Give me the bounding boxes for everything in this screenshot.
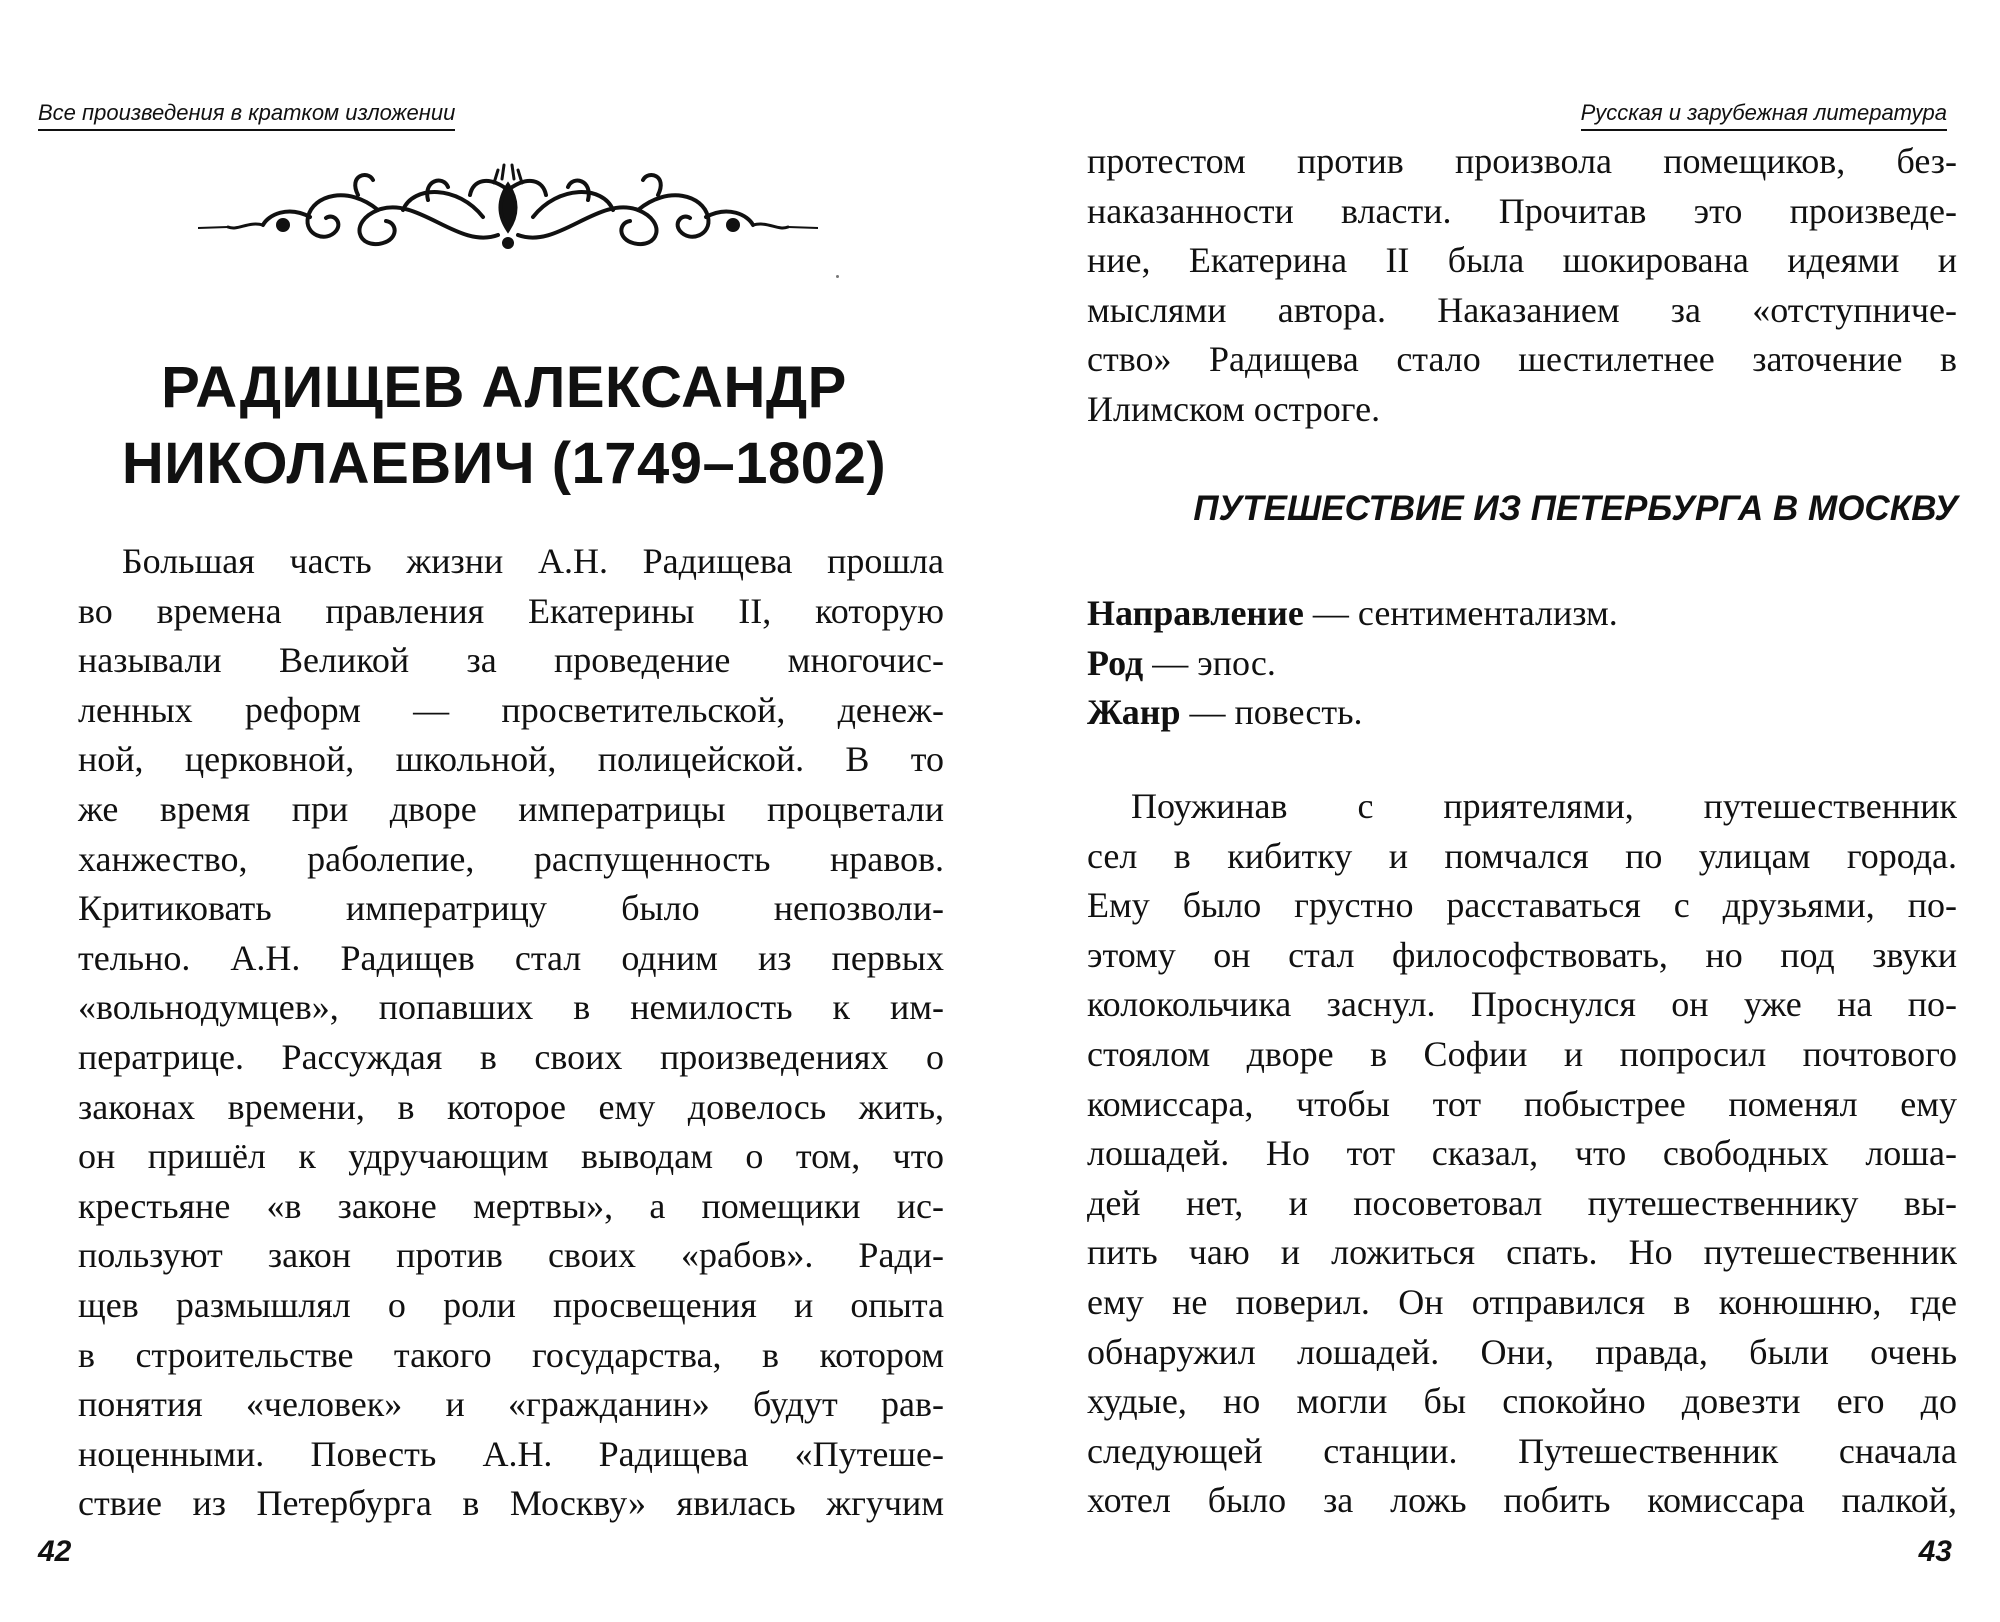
text-line: называли Великой за проведение многочис- (78, 640, 944, 681)
text-line: ство» Радищева стало шестилетнее заточение в (1087, 339, 1957, 380)
work-title: ПУТЕШЕСТВИЕ ИЗ ПЕТЕРБУРГА В МОСКВУ (1193, 489, 1958, 528)
text-line: Поужинав с приятелями, путешественник (1131, 786, 1957, 826)
right-page (1000, 0, 2000, 1622)
text-line: сел в кибитку и помчался по улицам города. (1087, 835, 1957, 876)
text-line: колокольчика заснул. Проснулся он уже на по- (1087, 984, 1957, 1025)
text-line: ханжество, раболепие, распущенность нравов. (78, 838, 944, 879)
text-line: Большая часть жизни А.Н. Радищева прошла (122, 541, 944, 581)
text-line: худые, но могли бы спокойно довезти его до (1087, 1381, 1957, 1422)
text-line: во времена правления Екатерины II, которую (78, 590, 944, 631)
text-line: он пришёл к удручающим выводам о том, что (78, 1136, 944, 1177)
text-line: ператрице. Рассуждая в своих произведениях о (78, 1036, 944, 1077)
attribute-kind: Род — эпос. (1087, 642, 1276, 683)
text-line: наказанности власти. Прочитав это произведе- (1087, 190, 1957, 231)
text-line: пользуют закон против своих «рабов». Ради- (78, 1235, 944, 1276)
text-line: ноценными. Повесть А.Н. Радищева «Путеше- (78, 1433, 944, 1474)
text-line: дей нет, и посоветовал путешественнику вы- (1087, 1182, 1957, 1223)
page-number-right: 43 (1918, 1535, 1952, 1568)
text-line: крестьяне «в законе мертвы», а помещики ис- (78, 1185, 944, 1226)
text-line: этому он стал философствовать, но под звуки (1087, 934, 1957, 975)
text-line: тельно. А.Н. Радищев стал одним из первых (78, 937, 944, 978)
text-line: лошадей. Но тот сказал, что свободных лоша- (1087, 1133, 1957, 1174)
text-line: понятия «человек» и «гражданин» будут рав- (78, 1384, 944, 1425)
biography-paragraph (78, 537, 944, 1529)
work-attributes (1087, 589, 1618, 738)
page-number-left: 42 (38, 1535, 72, 1568)
text-line: стоялом дворе в Софии и попросил почтового (1087, 1033, 1957, 1074)
text-line: хотел было за ложь побить комиссара палкой, (1087, 1480, 1957, 1521)
continuation-paragraph (1087, 137, 1957, 435)
summary-paragraph (1087, 782, 1957, 1526)
text-line: комиссара, чтобы тот побыстрее поменял ему (1087, 1083, 1957, 1124)
text-line: обнаружил лошадей. Они, правда, были очень (1087, 1331, 1957, 1372)
flourish-ornament-icon (198, 155, 818, 255)
running-head-right: Русская и зарубежная литература (1581, 100, 1947, 131)
text-line: в строительстве такого государства, в котором (78, 1334, 944, 1375)
text-line: «вольнодумцев», попавших в немилость к им- (78, 987, 944, 1028)
chapter-title-line: РАДИЩЕВ АЛЕКСАНДР (161, 355, 847, 420)
text-line: же время при дворе императрицы процветали (78, 788, 944, 829)
text-line: мыслями автора. Наказанием за «отступниче- (1087, 289, 1957, 330)
text-line: ние, Екатерина II была шокирована идеями и (1087, 240, 1957, 281)
attribute-direction: Направление — сентиментализм. (1087, 593, 1618, 633)
chapter-title-line: НИКОЛАЕВИЧ (1749–1802) (121, 431, 887, 496)
attribute-genre: Жанр — повесть. (1087, 692, 1363, 733)
text-line: следующей станции. Путешественник сначала (1087, 1430, 1957, 1471)
running-head-left: Все произведения в кратком изложении (38, 100, 455, 131)
text-line: законах времени, в которое ему довелось жить, (78, 1086, 944, 1127)
text-line: Ему было грустно расставаться с друзьями, по- (1087, 885, 1957, 926)
text-line: Критиковать императрицу было непозволи- (78, 888, 944, 929)
chapter-title (60, 350, 948, 502)
text-line: пить чаю и ложиться спать. Но путешественник (1087, 1232, 1957, 1273)
text-line: ему не поверил. Он отправился в конюшню, где (1087, 1281, 1957, 1322)
text-line: ствие из Петербурга в Москву» явилась жгучим (78, 1483, 944, 1524)
text-line: щев размышлял о роли просвещения и опыта (78, 1284, 944, 1325)
text-line: протестом против произвола помещиков, без- (1087, 141, 1957, 181)
text-line: ленных реформ — просветительской, денеж- (78, 689, 944, 730)
text-line: Илимском остроге. (1087, 388, 1381, 429)
text-line: ной, церковной, школьной, полицейской. В то (78, 739, 944, 780)
paper-speck (836, 275, 839, 278)
